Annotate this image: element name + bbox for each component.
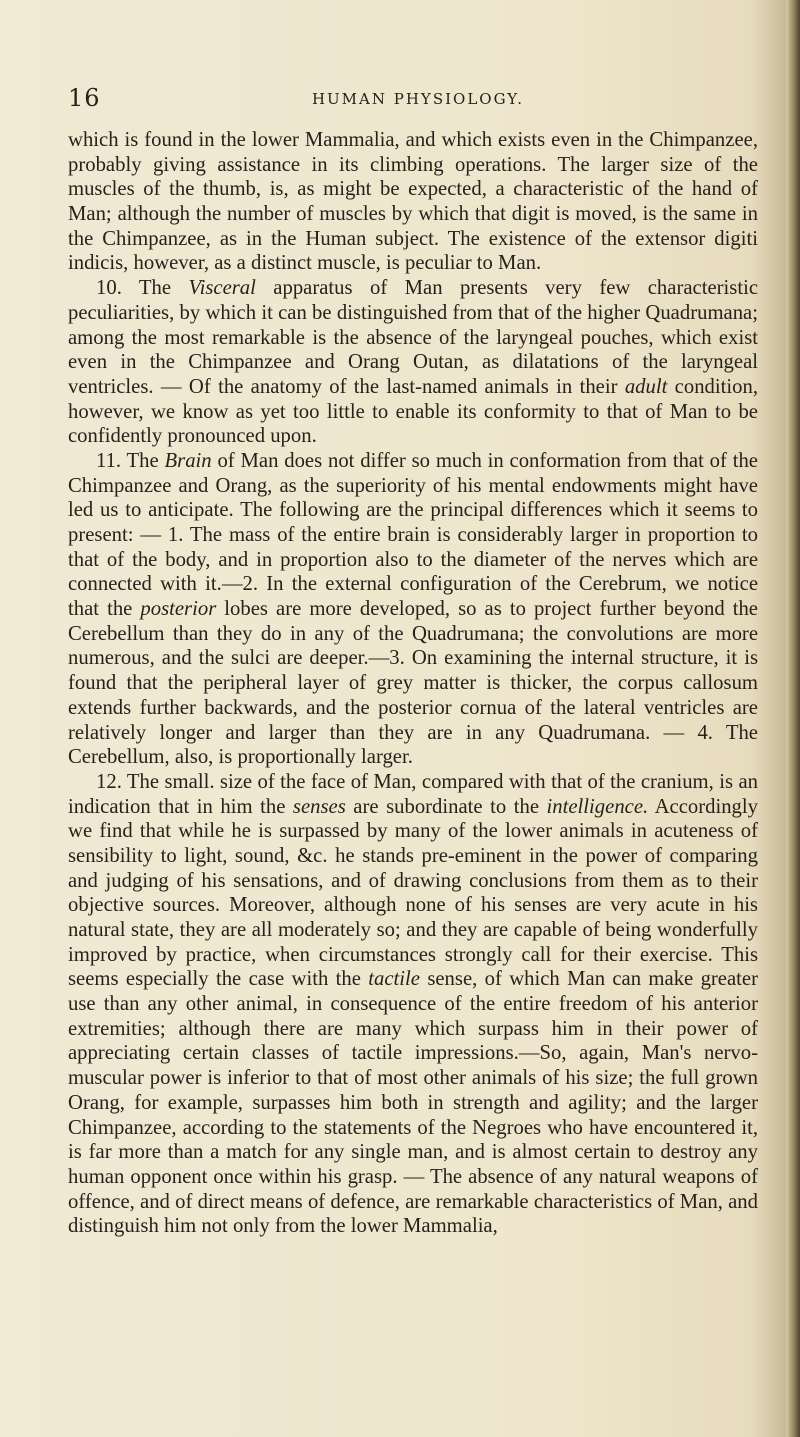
paragraph-10-visceral: 10. The Visceral apparatus of Man presents very few characteristic peculiarities, by which it can be distinguished from that of the higher Quadrumana; among the most remarkable is the absence of the laryngeal pouches, which exist even in the Chimpanzee and Orang Outan, as dilatations of the laryngeal ventricles. — Of the anatomy of the last-named animals in their adult condition, however, we know as yet too little to enable its conformity to that of Man to be confidently pronounced upon. xyxy=(68,277,759,448)
paragraph-11-brain: 11. The Brain of Man does not differ so much in conformation from that of the Chimpanzee and Orang, as the superiority of his mental endowments might have led us to anticipate. The following are the principal differences which it seems to present: — 1. The mass of the entire brain is considerably larger in proportion to that of the body, and in proportion also to the diameter of the nerves which are connected with it.—2. In the external configuration of the Cerebrum, we notice that the posterior lobes are more developed, so as to project further beyond the Cerebellum than they do in any of the Quadrumana; the convolutions are more numerous, and the sulci are deeper.—3. On examining the internal structure, it is found that the peripheral layer of grey matter is thicker, the corpus callosum extends further backwards, and the posterior cornua of the lateral ventricles are relatively longer and larger than they are in any Quadrumana. — 4. The Cerebellum, also, is proportionally larger. xyxy=(68,449,758,769)
italic-visceral: Visceral xyxy=(188,277,256,300)
body-text xyxy=(68,128,758,1239)
page-edge-shadow xyxy=(786,0,800,1437)
paragraph-12-face: 12. The small. size of the face of Man, compared with that of the cranium, is an indication that in him the senses are subordinate to the intelligence. Accordingly we find that while he is surpassed by many of the lower animals in acuteness of sensibility to light, sound, &c. he stands pre-eminent in the power of comparing and judging of his sensations, and of drawing conclusions from them as to their objective sources. Moreover, although none of his senses are very acute in his natural state, they are all moderately so; and they are capable of being wonderfully improved by practice, when circumstances strongly call for their exercise. This seems especially the case with the tactile sense, of which Man can make greater use than any other animal, in consequence of the entire freedom of his anterior extremities; although there are many which surpass him in their power of appreciating certain classes of tactile impressions.—So, again, Man's nervo-muscular power is inferior to that of most other animals of his size; the full grown Orang, for example, surpasses him both in strength and agility; and the larger Chimpanzee, according to the statements of the Negroes who have encountered it, is far more than a match for any single man, and is almost certain to destroy any human opponent once within his grasp. — The absence of any natural weapons of offence, and of direct means of defence, are remarkable characteristics of Man, and distinguish him not only from the lower Mammalia, xyxy=(68,770,758,1238)
italic-senses: senses xyxy=(292,795,346,818)
running-head: HUMAN PHYSIOLOGY. xyxy=(311,90,525,108)
italic-tactile: tactile xyxy=(368,968,420,991)
page-header xyxy=(68,84,758,118)
italic-adult: adult xyxy=(624,375,668,398)
page-number: 16 xyxy=(68,84,101,112)
italic-intelligence: intelligence. xyxy=(546,795,649,818)
paragraph-continued: which is found in the lower Mammalia, and which exists even in the Chimpanzee, probably giving assistance in its climbing operations. The larger size of the muscles of the thumb, is, as might be expected, a characteristic of the hand of Man; although the number of muscles by which that digit is moved, is the same in the Chimpanzee, as in the Human subject. The existence of the extensor digiti indicis, however, as a distinct muscle, is peculiar to Man. xyxy=(68,129,758,275)
italic-posterior: posterior xyxy=(140,598,217,621)
italic-brain: Brain xyxy=(164,449,212,472)
